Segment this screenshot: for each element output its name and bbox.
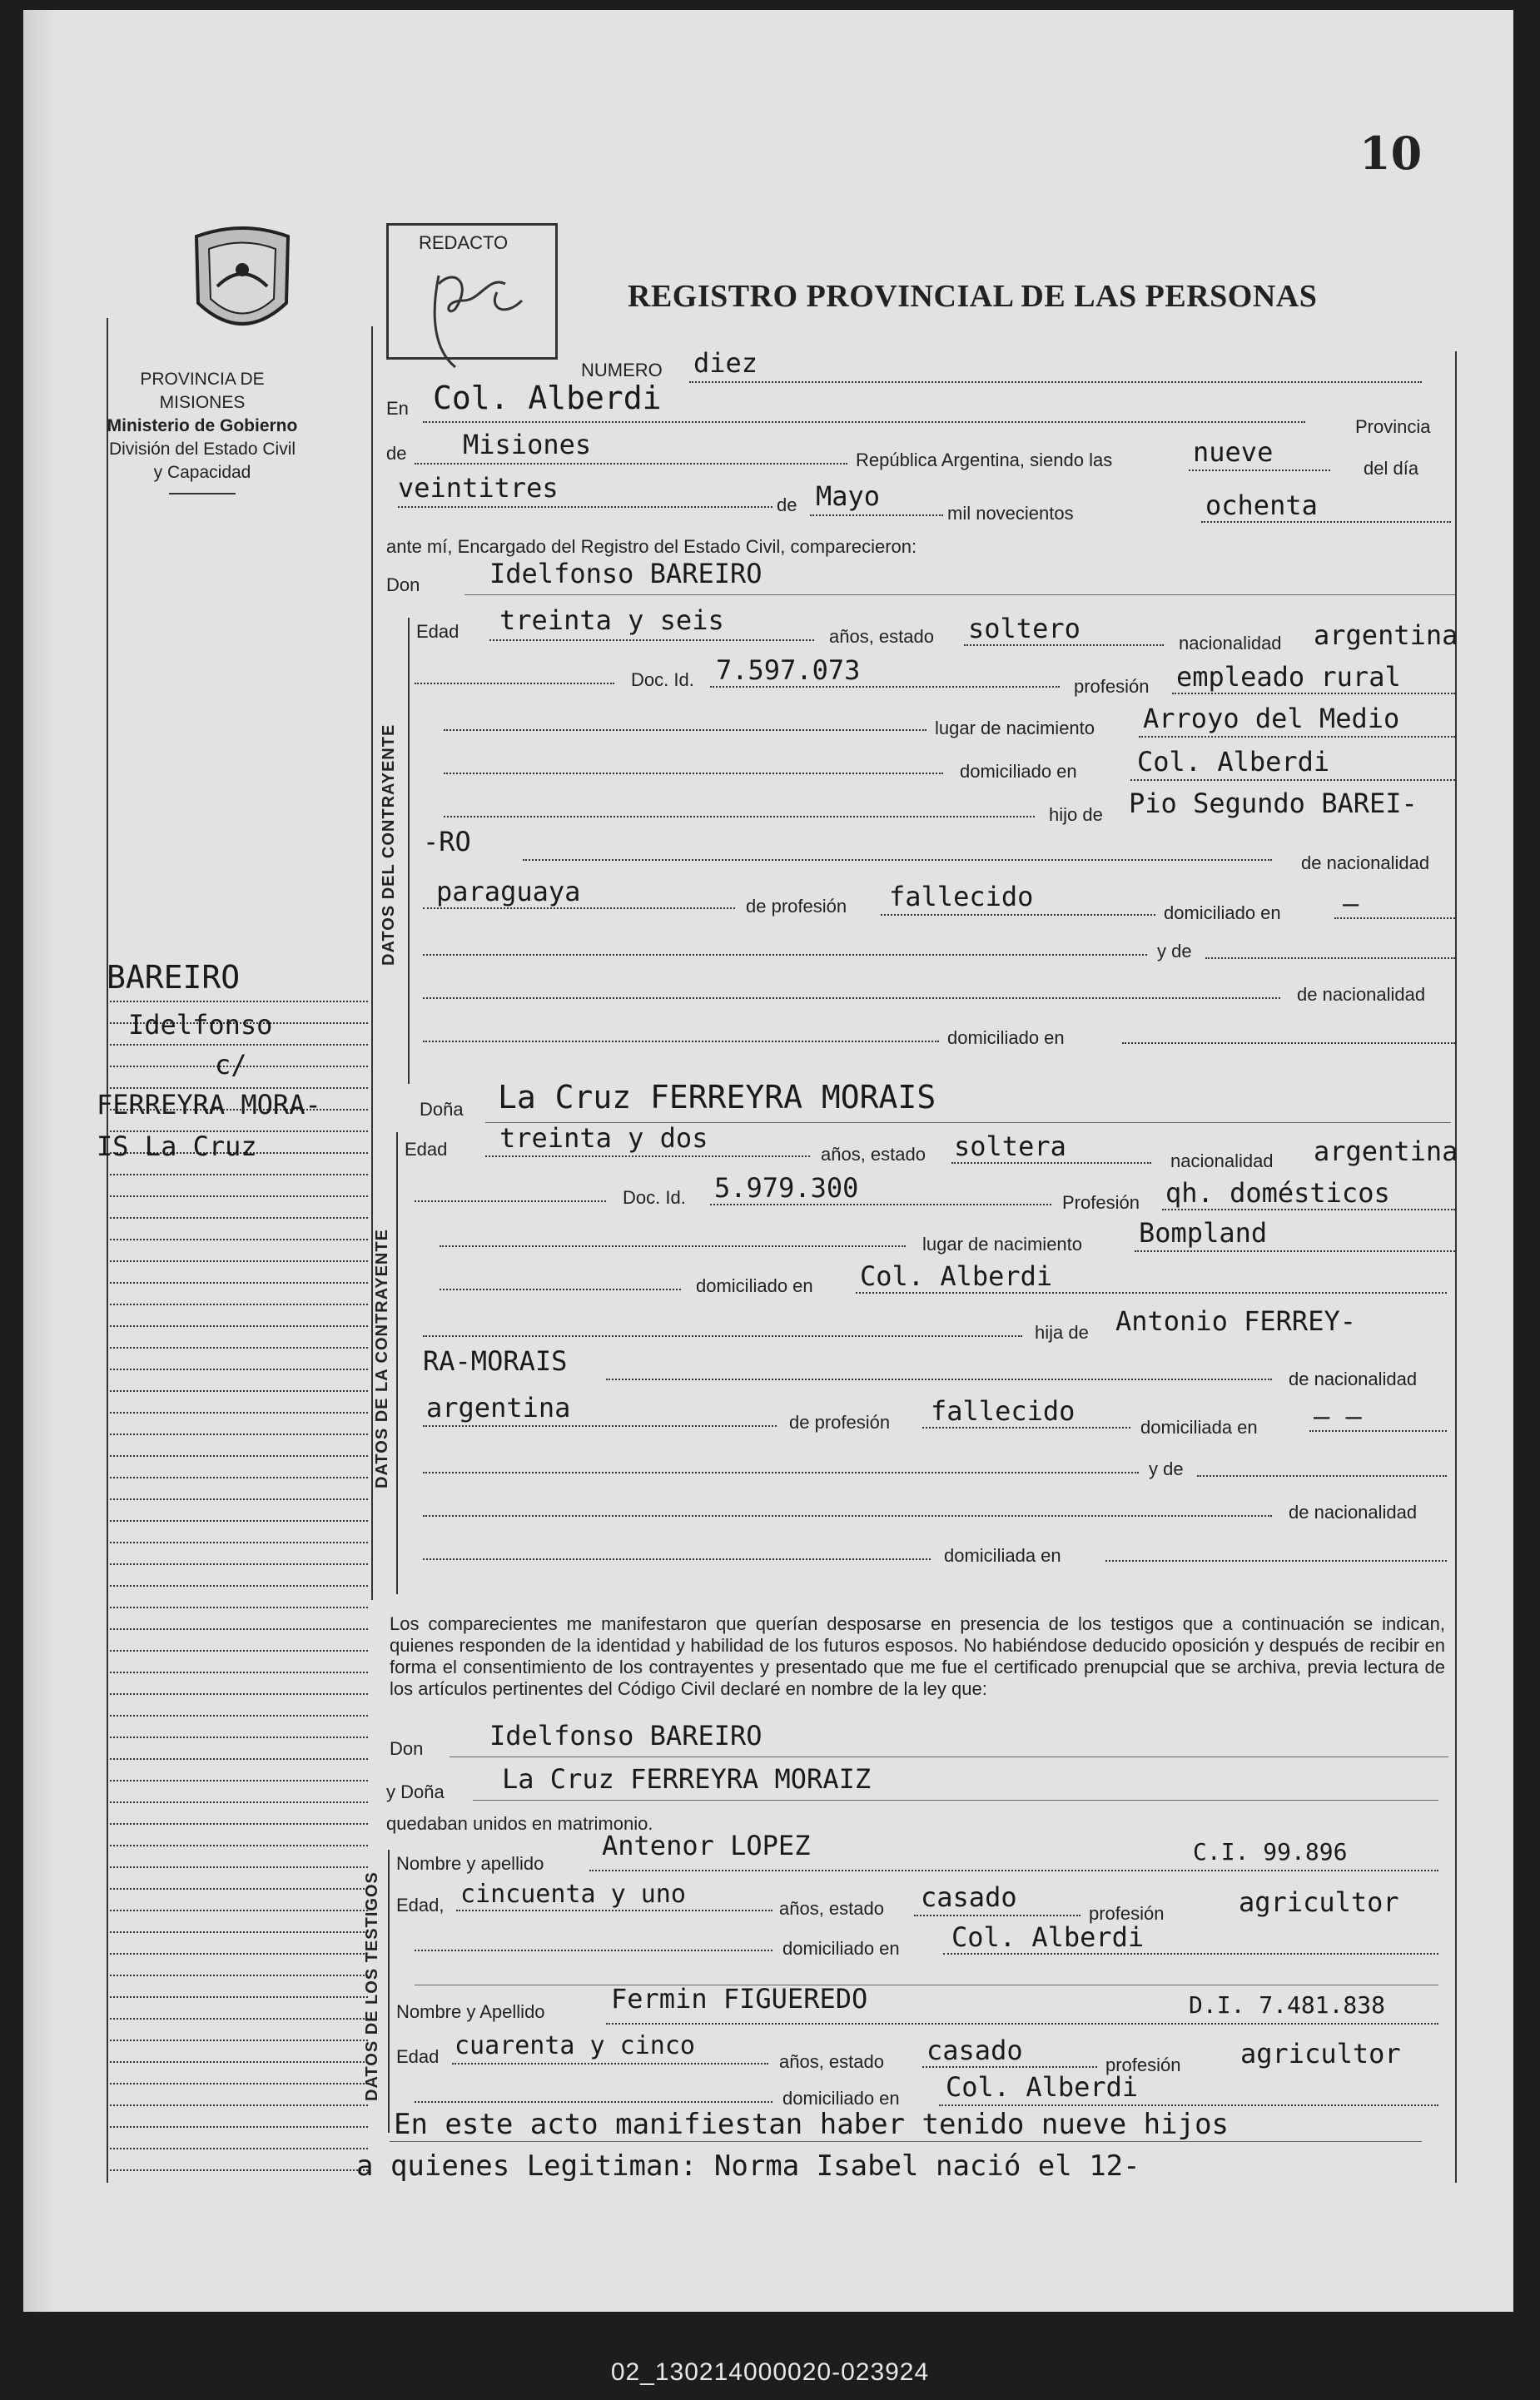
en-label: En [386, 398, 409, 419]
t1-estado-label: años, estado [779, 1898, 884, 1919]
section-contrayente-f-label: DATOS DE LA CONTRAYENTE [373, 1229, 391, 1488]
don-label: Don [386, 574, 420, 595]
novio-lugar-nac: Arroyo del Medio [1143, 703, 1400, 734]
margin-rule [110, 1434, 368, 1435]
authority-divider [169, 493, 236, 494]
margin-rule [110, 1563, 368, 1565]
dona2-label: y Doña [386, 1781, 445, 1802]
authority-ministry: Ministerio de Gobierno [107, 416, 298, 435]
page-number: 10 [1359, 127, 1423, 180]
t1-dom-label: domiciliado en [782, 1938, 900, 1959]
dona-label: Doña [420, 1099, 464, 1120]
dona2-value: La Cruz FERREYRA MORAIZ [502, 1763, 872, 1795]
t1-nombre-label: Nombre y apellido [396, 1853, 544, 1874]
note-line-2: a quienes Legitiman: Norma Isabel nació el 12- [356, 2149, 1140, 2183]
t2-edad-label: Edad [396, 2046, 440, 2067]
don2-label: Don [390, 1738, 424, 1759]
margin-rule [110, 2169, 368, 2171]
margin-name-2: IS La Cruz [97, 1130, 257, 1162]
margin-rule [110, 1282, 368, 1284]
anio-value: ochenta [1205, 489, 1318, 521]
margin-rule [110, 2148, 368, 2149]
novio-padre-prof: fallecido [889, 881, 1034, 912]
margin-rule [110, 1260, 368, 1262]
margin-rule [110, 1001, 368, 1002]
section-contrayente-label: DATOS DEL CONTRAYENTE [380, 723, 398, 966]
t1-nombre: Antenor LOPEZ [602, 1830, 811, 1861]
authority-block [107, 368, 298, 494]
novio-prof-label: profesión [1074, 676, 1150, 697]
novia-hija-label: hija de [1035, 1322, 1089, 1343]
novia-prof-label: Profesión [1062, 1192, 1140, 1213]
t2-nombre: Fermin FIGUEREDO [611, 1983, 868, 2015]
novio-padre-prof-label: de profesión [746, 896, 847, 917]
hora-value: nueve [1193, 436, 1274, 468]
authority-division: División del Estado Civil [108, 440, 296, 459]
margin-rule [110, 1996, 368, 1998]
novio-padre-nac-label: de nacionalidad [1301, 852, 1430, 873]
authority-province: PROVINCIA DE MISIONES [140, 370, 265, 412]
t1-doc: C.I. 99.896 [1193, 1838, 1348, 1866]
note-line-1: En este acto manifiestan haber tenido nueve hijos [394, 2108, 1230, 2141]
margin-rule [110, 1239, 368, 1240]
novia-edad: treinta y dos [499, 1122, 708, 1154]
section-testigos-label: DATOS DE LOS TESTIGOS [363, 1871, 381, 2101]
margin-rule [110, 1542, 368, 1543]
mil-label: mil novecientos [947, 503, 1074, 524]
novia-padre-b: RA-MORAIS [423, 1345, 568, 1377]
novia-padre-a: Antonio FERREY- [1115, 1305, 1356, 1337]
margin-rule [110, 1390, 368, 1392]
redacto-stamp [386, 223, 558, 360]
provincia-value: Misiones [463, 429, 592, 460]
margin-rule [110, 1455, 368, 1457]
t1-domicilio: Col. Alberdi [951, 1921, 1145, 1953]
margin-rule [110, 1477, 368, 1478]
margin-rule [110, 1780, 368, 1781]
novio-madre-nac-label: de nacionalidad [1297, 984, 1426, 1005]
authority-capacity: y Capacidad [153, 463, 251, 482]
t2-doc: D.I. 7.481.838 [1189, 1991, 1386, 2019]
margin-rule [110, 1845, 368, 1846]
initials-signature-icon [405, 251, 547, 375]
novia-doc-label: Doc. Id. [623, 1187, 686, 1208]
t2-dom-label: domiciliado en [782, 2088, 900, 2109]
novio-nac-label: nacionalidad [1179, 633, 1282, 653]
novio-doc-label: Doc. Id. [631, 669, 694, 690]
margin-rule [110, 1931, 368, 1933]
novia-estado: soltera [954, 1130, 1066, 1162]
margin-rule [110, 1866, 368, 1868]
novio-padre-dom-label: domiciliado en [1164, 902, 1281, 923]
novia-padre-prof-label: de profesión [789, 1412, 891, 1433]
t1-profesion: agricultor [1239, 1886, 1399, 1918]
novio-edad-label: Edad [416, 621, 460, 642]
novia-domicilio: Col. Alberdi [860, 1260, 1053, 1292]
declaration-paragraph: Los comparecientes me manifestaron que querían desposarse en presencia de los testigos que a continuación se indican, quienes responden de la identidad y habilidad de los futuros esposos. No habiéndose deducido oposición y después de recibir en forma el consentimiento de los contrayentes y presentado que me fue el certificado prenupcial que se archiva, previa lectura de los artículos pertinentes del Código Civil declaré en nombre de la ley que: [390, 1613, 1445, 1699]
novio-padre-nac: paraguaya [436, 876, 581, 907]
margin-rule [110, 2104, 368, 2106]
contrayente-bracket [408, 618, 410, 1084]
ante-label: ante mí, Encargado del Registro del Estado Civil, comparecieron: [386, 536, 917, 557]
novia-doc: 5.979.300 [714, 1172, 859, 1204]
margin-rule [110, 1325, 368, 1327]
lugar-value: Col. Alberdi [433, 380, 662, 416]
novia-padre-dom-label: domiciliada en [1140, 1417, 1258, 1438]
novio-padre-a: Pio Segundo BAREI- [1129, 788, 1418, 819]
novia-profesion: qh. domésticos [1165, 1177, 1390, 1209]
novia-nac-label: nacionalidad [1170, 1150, 1274, 1171]
testigos-bracket [388, 1850, 390, 2133]
novia-madre-nac-label: de nacionalidad [1289, 1502, 1418, 1523]
margin-rule [110, 1195, 368, 1197]
novio-hijo-label: hijo de [1049, 804, 1103, 825]
novia-padre-prof: fallecido [931, 1395, 1076, 1427]
numero-label: NUMERO [581, 360, 663, 380]
del-dia-label: del día [1364, 458, 1419, 479]
margin-rule [110, 1672, 368, 1673]
margin-rule [110, 2083, 368, 2084]
novio-doc: 7.597.073 [716, 654, 861, 686]
margin-rule [110, 1910, 368, 1911]
novio-padre-b: -RO [423, 826, 471, 857]
novio-estado-label: años, estado [829, 626, 934, 647]
novia-lugar-label: lugar de nacimiento [922, 1234, 1083, 1255]
margin-rule [110, 2018, 368, 2020]
t2-estado: casado [926, 2035, 1023, 2066]
margin-rule [110, 1369, 368, 1370]
t1-estado: casado [921, 1881, 1017, 1913]
t1-edad: cincuenta y uno [460, 1880, 686, 1909]
margin-rule [110, 1412, 368, 1414]
t2-edad: cuarenta y cinco [455, 2031, 695, 2060]
margin-rule [110, 1304, 368, 1305]
novia-madre-label: y de [1149, 1458, 1184, 1479]
novia-estado-label: años, estado [821, 1144, 926, 1165]
novio-domicilio: Col. Alberdi [1137, 746, 1330, 778]
margin-rule [110, 1823, 368, 1825]
margin-rule [110, 1044, 368, 1046]
mes-value: Mayo [816, 480, 881, 512]
margin-rule [110, 1737, 368, 1738]
numero-value: diez [693, 347, 758, 379]
contrayente-f-bracket [396, 1132, 398, 1594]
margin-rule [110, 1975, 368, 1976]
novio-madre-label: y de [1157, 941, 1192, 961]
novia-dom-label: domiciliado en [696, 1275, 813, 1296]
novia-madre-dom-label: domiciliada en [944, 1545, 1061, 1566]
register-page [23, 10, 1513, 2312]
novio-dom-label: domiciliado en [960, 761, 1077, 782]
register-title: REGISTRO PROVINCIAL DE LAS PERSONAS [628, 279, 1318, 314]
margin-rule [110, 1758, 368, 1760]
novio-profesion: empleado rural [1176, 661, 1401, 693]
de-mes-label: de [777, 494, 797, 515]
margin-surname-2: FERREYRA MORA- [97, 1089, 321, 1120]
margin-rule [110, 1498, 368, 1500]
scan-caption: 02_130214000020-023924 [610, 2358, 930, 2386]
novia-padre-nac: argentina [426, 1392, 571, 1424]
margin-rule [110, 2126, 368, 2128]
dona-value: La Cruz FERREYRA MORAIS [498, 1079, 936, 1116]
margin-rule [110, 1801, 368, 1803]
margin-rule [110, 1347, 368, 1349]
margin-rule [110, 1174, 368, 1175]
novia-lugar-nac: Bompland [1139, 1217, 1268, 1249]
margin-rule [110, 1607, 368, 1608]
margin-rule [110, 1953, 368, 1955]
novia-padre-dom: – – [1314, 1400, 1362, 1432]
margin-name-1: Idelfonso [128, 1009, 273, 1041]
novio-lugar-label: lugar de nacimiento [935, 718, 1095, 738]
novia-edad-label: Edad [405, 1139, 448, 1160]
novio-estado: soltero [968, 613, 1080, 644]
margin-rule [110, 2040, 368, 2041]
t2-estado-label: años, estado [779, 2051, 884, 2072]
left-margin-line [107, 318, 108, 2183]
novio-nacionalidad: argentina [1314, 619, 1458, 651]
margin-rule [110, 1715, 368, 1717]
t2-profesion: agricultor [1240, 2038, 1401, 2070]
novio-madre-dom-label: domiciliado en [947, 1027, 1065, 1048]
don-value: Idelfonso BAREIRO [489, 558, 763, 589]
margin-rule [110, 1888, 368, 1890]
t2-prof-label: profesión [1105, 2055, 1181, 2075]
de-label: de [386, 443, 407, 464]
margin-rule [110, 1217, 368, 1219]
stamp-label: REDACTO [419, 232, 509, 253]
novio-edad: treinta y seis [499, 604, 724, 636]
provincial-seal-icon [188, 220, 296, 343]
t2-domicilio: Col. Alberdi [946, 2071, 1139, 2103]
novia-padre-nac-label: de nacionalidad [1289, 1369, 1418, 1389]
t1-prof-label: profesión [1089, 1903, 1165, 1924]
novia-nacionalidad: argentina [1314, 1135, 1458, 1167]
t2-nombre-label: Nombre y Apellido [396, 2001, 545, 2022]
t1-edad-label: Edad, [396, 1895, 445, 1916]
republica-label: República Argentina, siendo las [856, 450, 1113, 470]
margin-rule [110, 1628, 368, 1630]
margin-rule [110, 1520, 368, 1522]
margin-rule [110, 1650, 368, 1652]
provincia-label: Provincia [1355, 416, 1431, 437]
margin-con: c/ [215, 1049, 247, 1081]
dia-value: veintitres [398, 472, 559, 504]
margin-rule [110, 1585, 368, 1587]
quedaban-label: quedaban unidos en matrimonio. [386, 1813, 653, 1834]
don2-value: Idelfonso BAREIRO [489, 1720, 763, 1752]
margin-rule [110, 2061, 368, 2063]
novio-padre-dom: — [1343, 887, 1359, 919]
margin-rule [110, 1693, 368, 1695]
margin-surname-1: BAREIRO [107, 959, 241, 996]
